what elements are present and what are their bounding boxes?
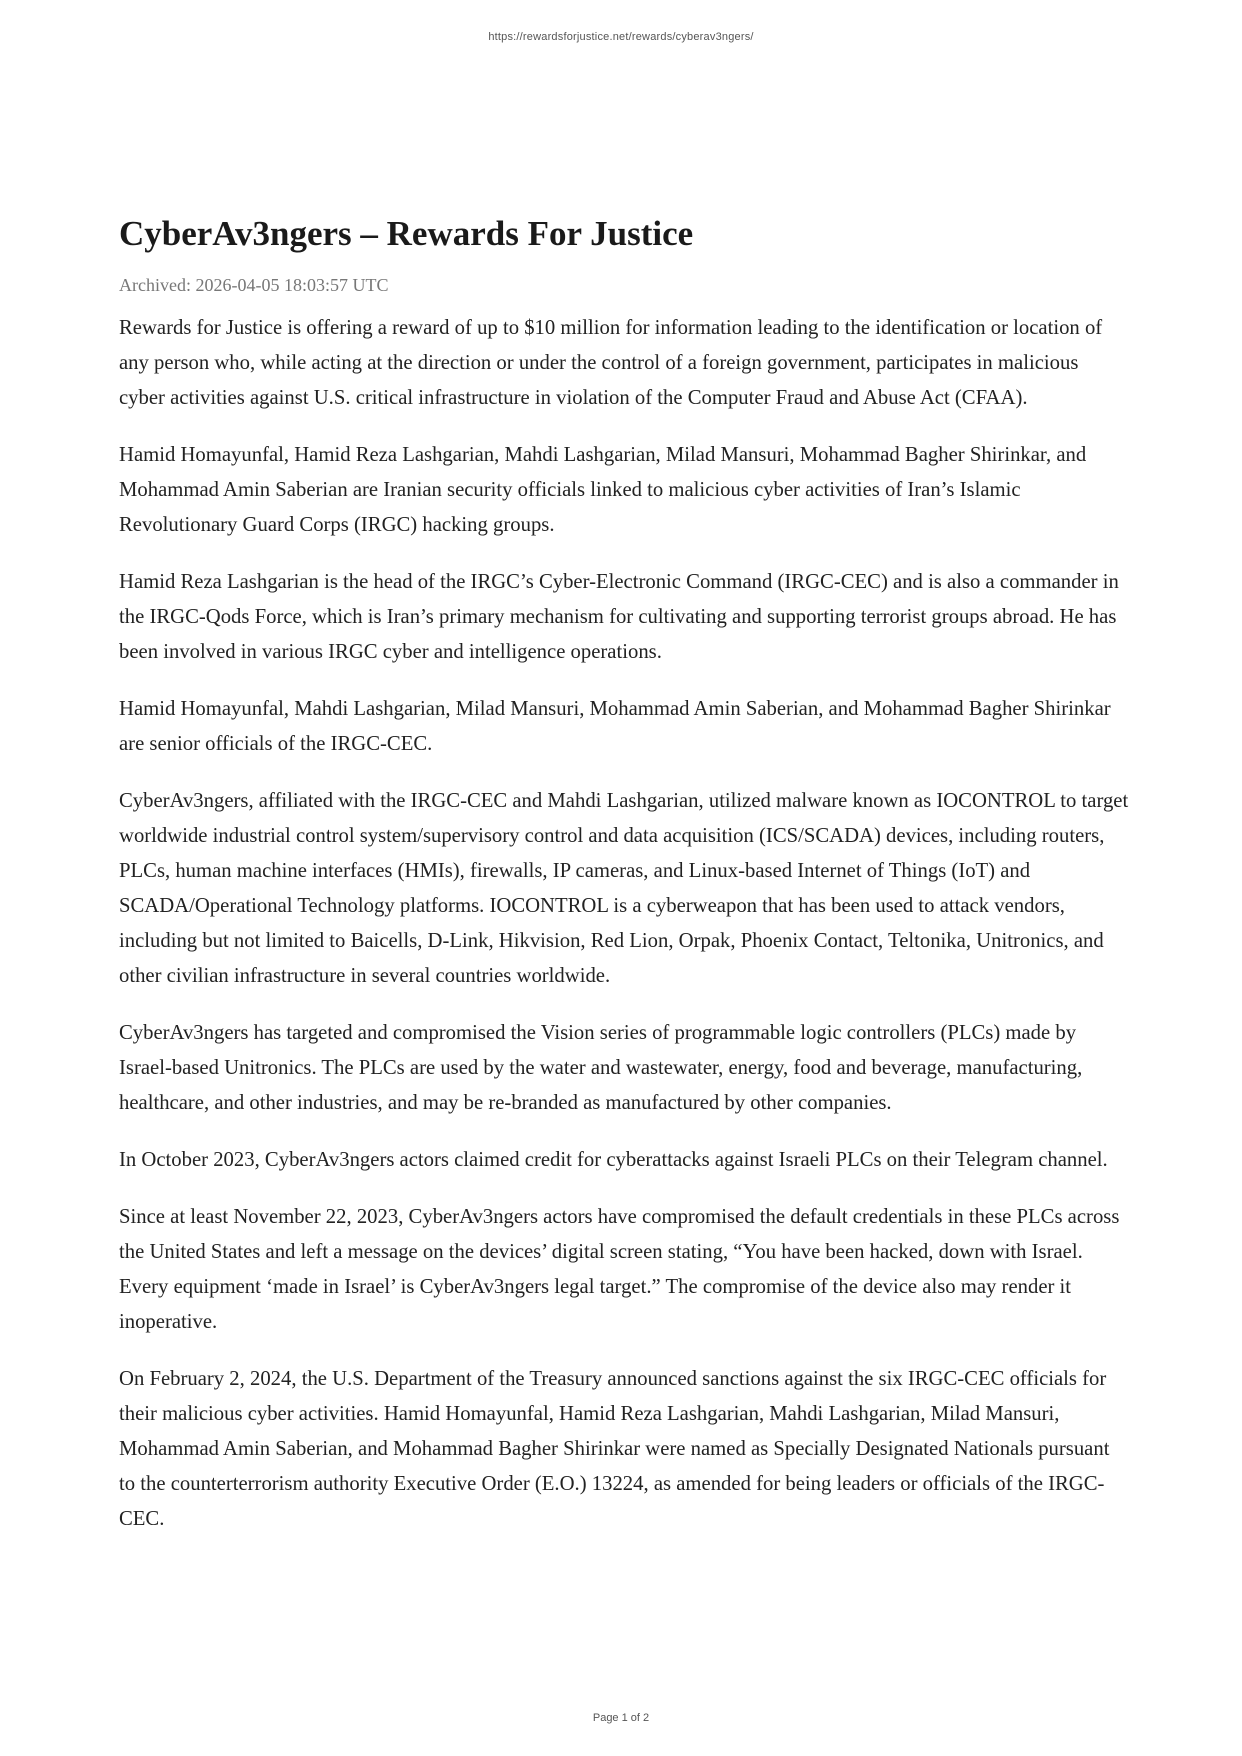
paragraph: In October 2023, CyberAv3ngers actors claimed credit for cyberattacks against Israeli PLCs on their Telegram channel. xyxy=(119,1149,1108,1171)
page-number: Page 1 of 2 xyxy=(592,1712,650,1724)
archived-timestamp: Archived: 2026-04-05 18:03:57 UTC xyxy=(119,275,389,295)
article xyxy=(119,212,1129,1559)
article-body xyxy=(119,311,1129,1537)
paragraph: Hamid Homayunfal, Hamid Reza Lashgarian, Mahdi Lashgarian, Milad Mansuri, Mohammad Bagher Shirinkar, and Mohammad Amin Saberian are Iranian security officials linked to malicious cyber activities of Iran’s Islamic Revolutionary Guard Corps (IRGC) hacking groups. xyxy=(119,444,1087,536)
page-url: https://rewardsforjustice.net/rewards/cyberav3ngers/ xyxy=(488,31,754,43)
paragraph: On February 2, 2024, the U.S. Department of the Treasury announced sanctions against the six IRGC-CEC officials for their malicious cyber activities. Hamid Homayunfal, Hamid Reza Lashgarian, Mahdi Lashgarian, Milad Mansuri, Mohammad Amin Saberian, and Mohammad Bagher Shirinkar were named as Specially Designated Nationals pursuant to the counterterrorism authority Executive Order (E.O.) 13224, as amended for being leaders or officials of the IRGC-CEC. xyxy=(119,1368,1110,1530)
paragraph: Rewards for Justice is offering a reward of up to $10 million for information leading to the identification or location of any person who, while acting at the direction or under the control of a foreign government, participates in malicious cyber activities against U.S. critical infrastructure in violation of the Computer Fraud and Abuse Act (CFAA). xyxy=(119,317,1103,409)
page-title: CyberAv3ngers – Rewards For Justice xyxy=(119,214,694,253)
paragraph: CyberAv3ngers has targeted and compromised the Vision series of programmable logic controllers (PLCs) made by Israel-based Unitronics. The PLCs are used by the water and wastewater, energy, food and beverage, manufacturing, healthcare, and other industries, and may be re-branded as manufactured by other companies. xyxy=(119,1022,1083,1114)
paragraph: Hamid Reza Lashgarian is the head of the IRGC’s Cyber-Electronic Command (IRGC-CEC) and is also a commander in the IRGC-Qods Force, which is Iran’s primary mechanism for cultivating and supporting terrorist groups abroad. He has been involved in various IRGC cyber and intelligence operations. xyxy=(119,571,1119,663)
paragraph: Since at least November 22, 2023, CyberAv3ngers actors have compromised the default credentials in these PLCs across the United States and left a message on the devices’ digital screen stating, “You have been hacked, down with Israel. Every equipment ‘made in Israel’ is CyberAv3ngers legal target.” The compromise of the device also may render it inoperative. xyxy=(119,1206,1120,1333)
paragraph: Hamid Homayunfal, Mahdi Lashgarian, Milad Mansuri, Mohammad Amin Saberian, and Mohammad Bagher Shirinkar are senior officials of the IRGC-CEC. xyxy=(119,698,1111,755)
paragraph: CyberAv3ngers, affiliated with the IRGC-CEC and Mahdi Lashgarian, utilized malware known as IOCONTROL to target worldwide industrial control system/supervisory control and data acquisition (ICS/SCADA) devices, including routers, PLCs, human machine interfaces (HMIs), firewalls, IP cameras, and Linux-based Internet of Things (IoT) and SCADA/Operational Technology platforms. IOCONTROL is a cyberweapon that has been used to attack vendors, including but not limited to Baicells, D-Link, Hikvision, Red Lion, Orpak, Phoenix Contact, Teltonika, Unitronics, and other civilian infrastructure in several countries worldwide. xyxy=(119,790,1129,987)
